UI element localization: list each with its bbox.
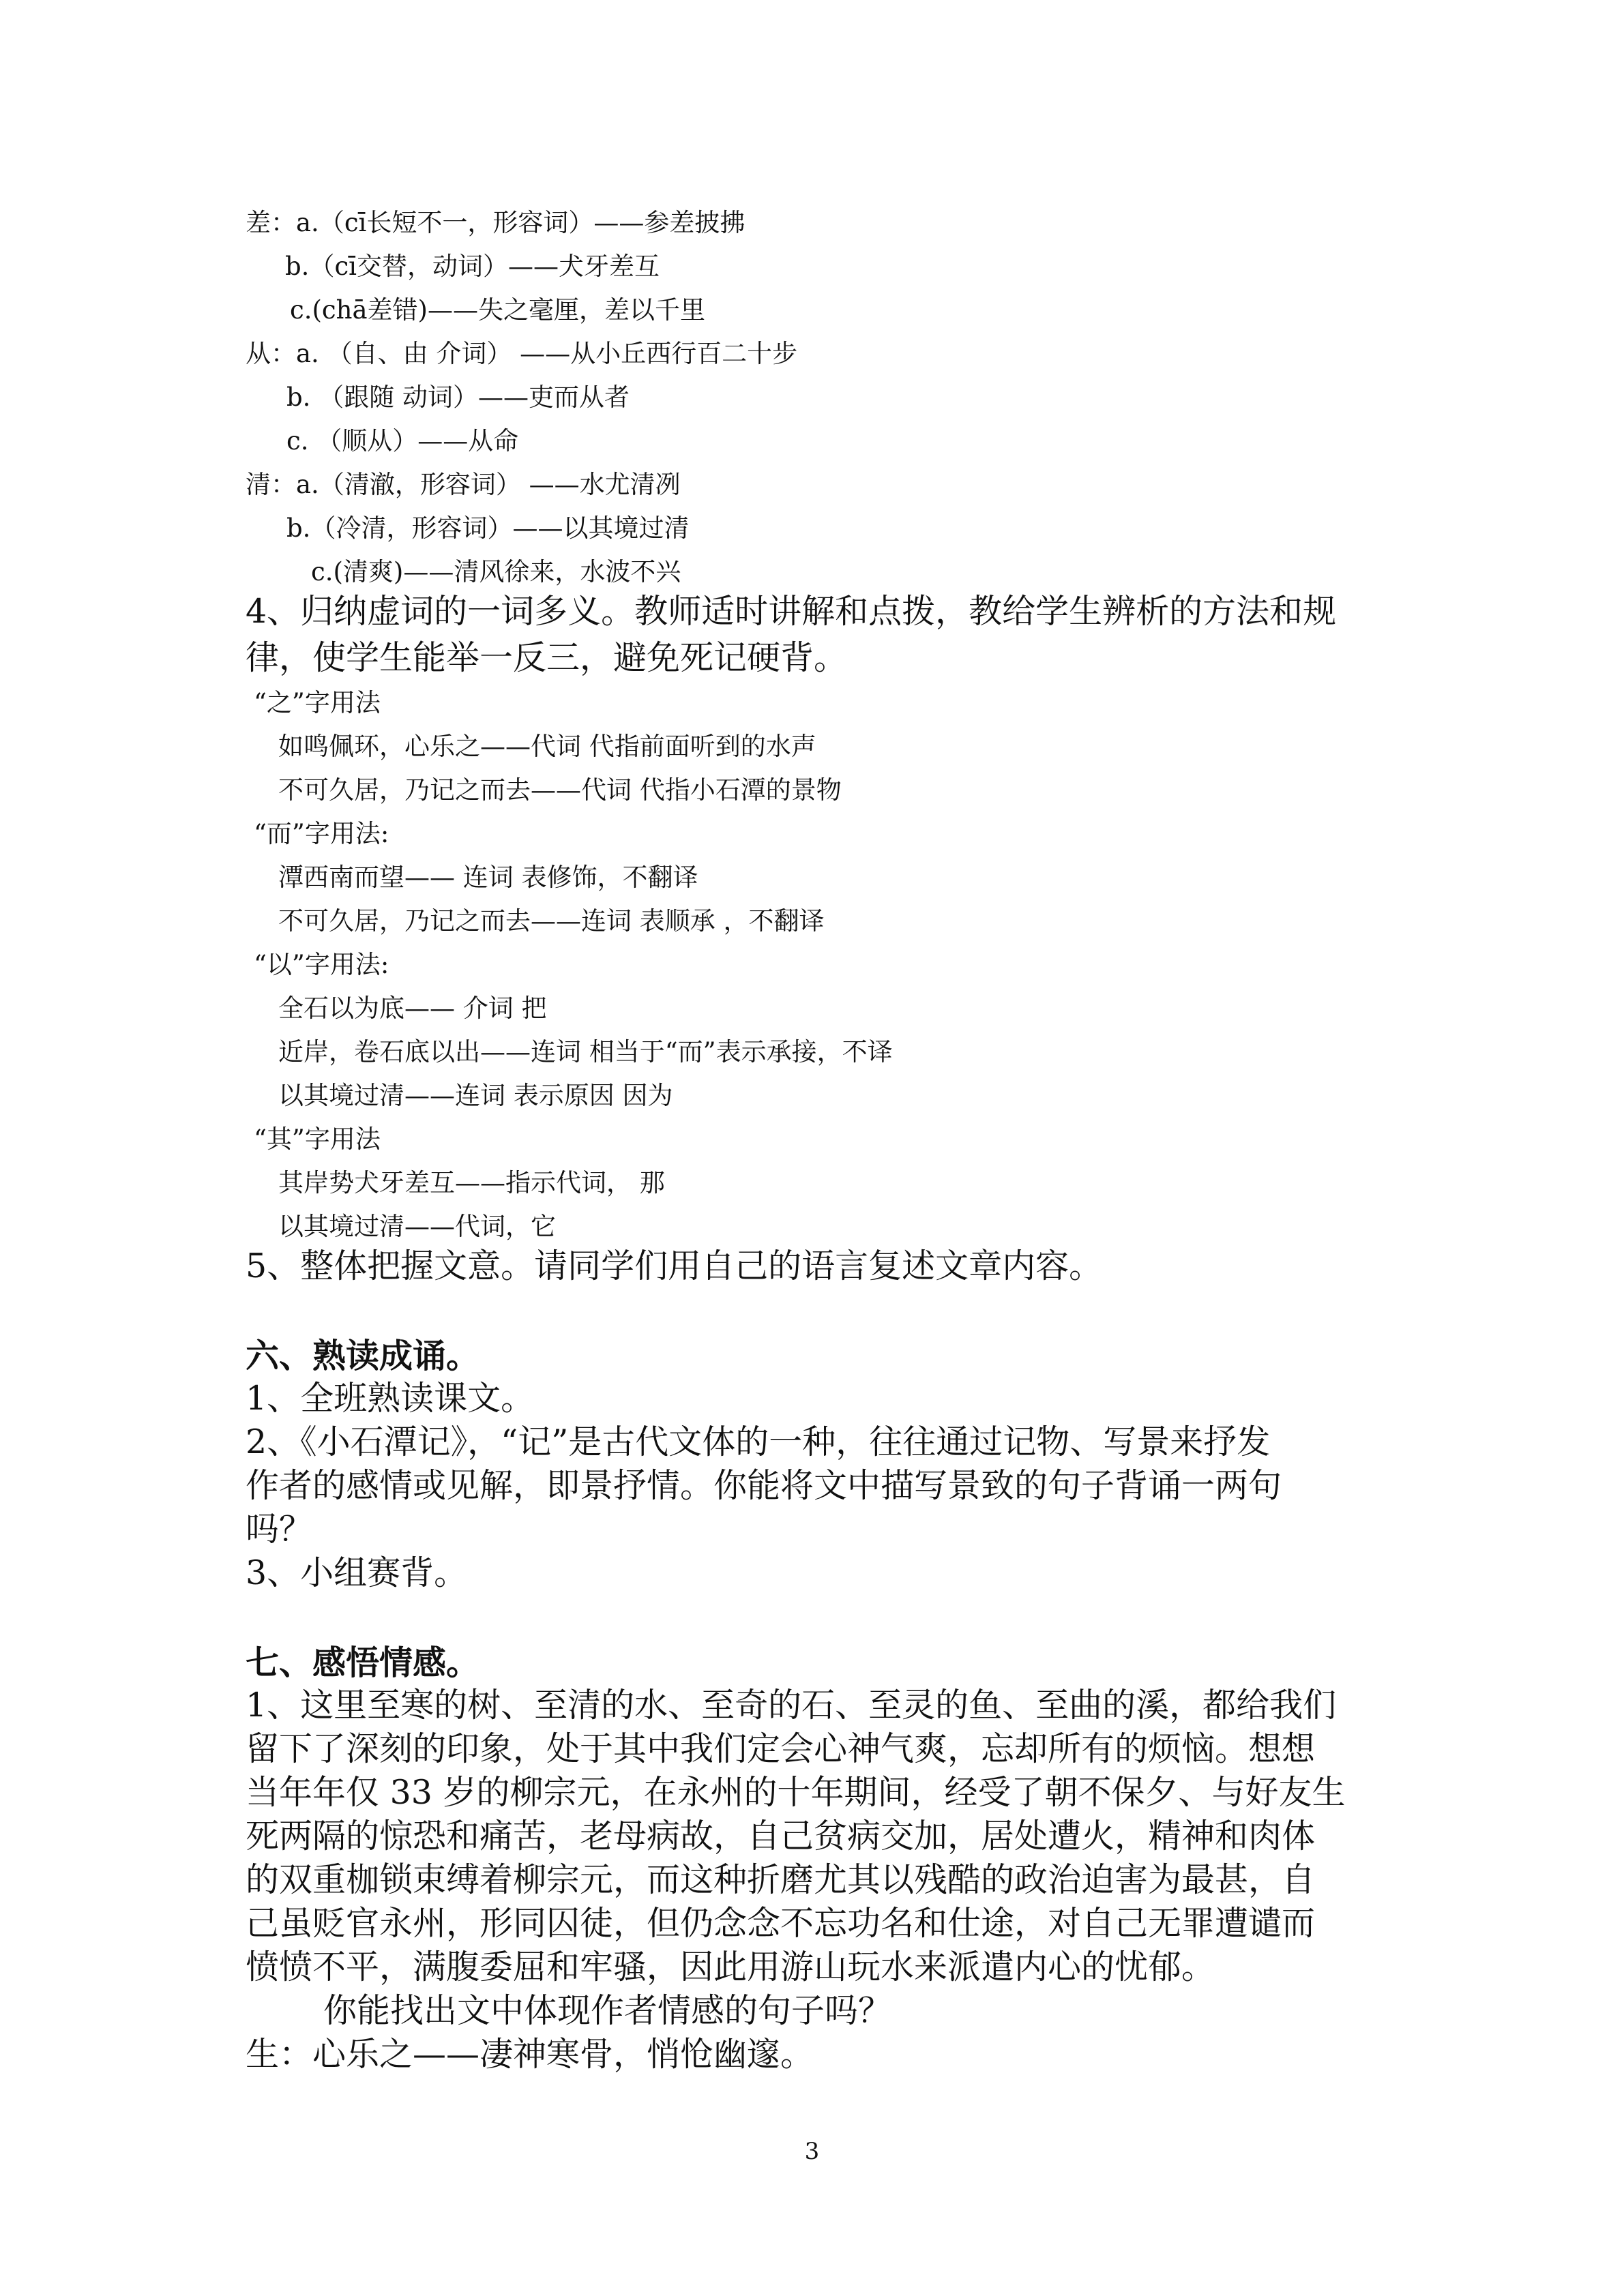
text-line: 律，使学生能举一反三，避免死记硬背。 xyxy=(246,638,848,677)
text-line: c.(chā差错)——失之毫厘，差以千里 xyxy=(290,295,705,325)
text-line: 4、归纳虚词的一词多义。教师适时讲解和点拨，教给学生辨析的方法和规 xyxy=(246,592,1337,631)
text-line: 留下了深刻的印象，处于其中我们定会心神气爽，忘却所有的烦恼。想想 xyxy=(246,1729,1316,1768)
section-heading: 七、感悟情感。 xyxy=(246,1643,480,1682)
text-line: “而”字用法: xyxy=(254,819,389,848)
text-line: 全石以为底—— 介词 把 xyxy=(278,994,547,1023)
text-line: 2、《小石潭记》，“记”是古代文体的一种，往往通过记物、写景来抒发 xyxy=(246,1422,1271,1461)
text-line: 潭西南而望—— 连词 表修饰，不翻译 xyxy=(278,863,698,892)
text-line: 清：a.（清澈，形容词） ——水尤清冽 xyxy=(246,470,681,499)
text-line: b.（cī交替，动词）——犬牙差互 xyxy=(285,252,660,281)
text-line: b.（冷清，形容词）——以其境过清 xyxy=(286,513,690,543)
text-line: 3、小组赛背。 xyxy=(246,1553,468,1592)
text-line: “以”字用法: xyxy=(254,950,389,979)
text-line: c. （顺从）——从命 xyxy=(286,426,519,456)
text-line: 1、这里至寒的树、至清的水、至奇的石、至灵的鱼、至曲的溪，都给我们 xyxy=(246,1686,1337,1725)
text-line: 死两隔的惊恐和痛苦，老母病故，自己贫病交加，居处遭火，精神和肉体 xyxy=(246,1817,1316,1855)
text-line: 不可久居，乃记之而去——代词 代指小石潭的景物 xyxy=(278,775,842,805)
text-line: 差：a.（cī长短不一，形容词）——参差披拂 xyxy=(246,208,745,237)
text-line: 你能找出文中体现作者情感的句子吗？ xyxy=(323,1991,892,2030)
text-line: 不可久居，乃记之而去——连词 表顺承 ，不翻译 xyxy=(278,906,825,936)
text-line: 其岸势犬牙差互——指示代词， 那 xyxy=(278,1168,665,1197)
text-line: 己虽贬官永州，形同囚徒，但仍念念不忘功名和仕途，对自己无罪遭谴而 xyxy=(246,1904,1316,1943)
text-line: “之”字用法 xyxy=(254,688,381,717)
text-line: “其”字用法 xyxy=(254,1124,381,1154)
text-line: 的双重枷锁束缚着柳宗元，而这种折磨尤其以残酷的政治迫害为最甚，自 xyxy=(246,1860,1316,1899)
text-line: 如鸣佩环，心乐之——代词 代指前面听到的水声 xyxy=(278,732,816,761)
text-line: 以其境过清——代词，它 xyxy=(278,1212,556,1241)
text-line: 吗？ xyxy=(246,1510,313,1549)
text-line: 生：心乐之——凄神寒骨，悄怆幽邃。 xyxy=(246,2035,814,2074)
text-line: 以其境过清——连词 表示原因 因为 xyxy=(278,1081,673,1110)
text-line: b. （跟随 动词）——吏而从者 xyxy=(286,383,630,412)
text-line: 从：a. （自、由 介词） ——从小丘西行百二十步 xyxy=(246,339,798,368)
section-heading: 六、熟读成诵。 xyxy=(246,1336,480,1375)
text-line: c.(清爽)——清风徐来，水波不兴 xyxy=(311,557,681,586)
text-line: 愤愤不平，满腹委屈和牢骚，因此用游山玩水来派遣内心的忧郁。 xyxy=(246,1948,1215,1986)
text-line: 近岸，卷石底以出——连词 相当于“而”表示承接，不译 xyxy=(278,1037,893,1067)
text-line: 5、整体把握文意。请同学们用自己的语言复述文章内容。 xyxy=(246,1247,1103,1285)
text-line: 当年年仅 33 岁的柳宗元，在永州的十年期间，经受了朝不保夕、与好友生 xyxy=(246,1773,1346,1812)
text-line: 1、全班熟读课文。 xyxy=(246,1379,535,1418)
page-number: 3 xyxy=(804,2138,820,2165)
text-line: 作者的感情或见解，即景抒情。你能将文中描写景致的句子背诵一两句 xyxy=(246,1466,1282,1505)
